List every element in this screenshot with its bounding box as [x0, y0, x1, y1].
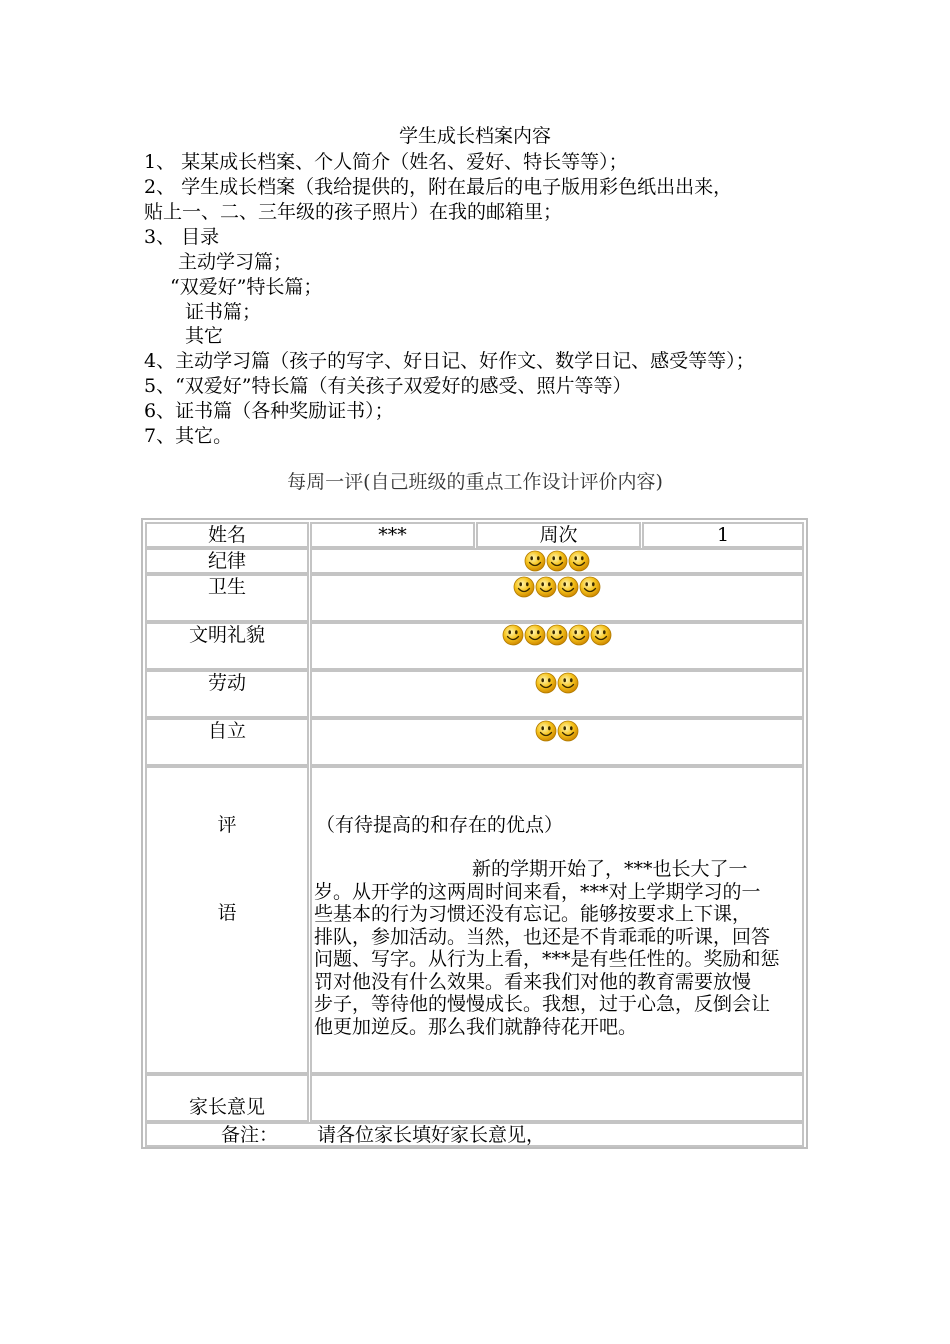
smiley-icon — [524, 624, 546, 646]
row-label-independence: 自立 — [207, 720, 246, 742]
smiley-icon — [535, 576, 557, 598]
row-label-cell — [145, 574, 309, 622]
comment-line: 问题、写字。从行为上看，***是有些任性的。奖励和惩 — [314, 948, 780, 970]
row-label-cell — [145, 622, 309, 670]
name-label-cell — [145, 522, 309, 548]
smiley-icon — [535, 720, 557, 742]
smiley-cell — [310, 670, 804, 718]
smiley-cell — [310, 718, 804, 766]
row-label-cell — [145, 718, 309, 766]
week-value: 1 — [716, 524, 730, 546]
parent-label-cell — [145, 1074, 309, 1122]
comment-line: 他更加逆反。那么我们就静待花开吧。 — [314, 1015, 638, 1038]
parent-opinion-field[interactable] — [310, 1074, 804, 1122]
list-item: 3、 目录 — [144, 226, 220, 248]
name-label: 姓名 — [207, 524, 246, 546]
smiley-icon — [557, 720, 579, 742]
smiley-icon — [557, 672, 579, 694]
smiley-icon — [524, 550, 546, 572]
comment-heading: （有待提高的和存在的优点） — [316, 814, 564, 836]
smiley-cell — [310, 574, 804, 622]
name-value-cell — [310, 522, 475, 548]
smiley-icon — [557, 576, 579, 598]
comment-line: 罚对他没有什么效果。看来我们对他的教育需要放慢 — [314, 970, 752, 993]
comment-label-cell — [145, 766, 309, 1074]
list-item: 6、证书篇（各种奖励证书）； — [144, 400, 394, 422]
list-item: 4、主动学习篇（孩子的写字、好日记、好作文、数学日记、感受等等）； — [144, 350, 755, 372]
weekly-caption: 每周一评(自己班级的重点工作设计评价内容) — [287, 471, 663, 493]
row-label-hygiene: 卫生 — [207, 576, 246, 598]
smiley-cell — [310, 548, 804, 574]
smiley-icon — [568, 550, 590, 572]
note-text: 请各位家长填好家长意见， — [317, 1124, 546, 1146]
comment-line: 些基本的行为习惯还没有忘记。能够按要求上下课， — [314, 903, 752, 925]
list-item: 5、“双爱好”特长篇（有关孩子双爱好的感受、照片等等） — [144, 375, 632, 397]
note-label: 备注： — [221, 1124, 279, 1146]
comment-line: 排队，参加活动。当然，也还是不肯乖乖的听课，回答 — [314, 925, 771, 948]
comment-label-2: 语 — [217, 902, 237, 924]
smiley-row-hygiene — [513, 576, 601, 598]
smiley-icon — [568, 624, 590, 646]
toc-item: 证书篇； — [185, 301, 262, 323]
list-item: 2、 学生成长档案（我给提供的，附在最后的电子版用彩色纸出出来， — [144, 176, 733, 198]
smiley-row-labor — [535, 672, 579, 694]
smiley-row-manners — [502, 624, 612, 646]
comment-line: 新的学期开始了，***也长大了一 — [472, 858, 748, 880]
row-label-cell — [145, 670, 309, 718]
row-label-manners: 文明礼貌 — [188, 624, 265, 646]
comment-cell — [310, 766, 804, 1074]
weekly-evaluation-table — [141, 518, 808, 1149]
smiley-icon — [579, 576, 601, 598]
row-label-cell — [145, 548, 309, 574]
comment-label-1: 评 — [217, 814, 237, 836]
smiley-icon — [513, 576, 535, 598]
row-label-labor: 劳动 — [207, 672, 246, 694]
comment-body — [314, 858, 814, 1038]
smiley-row-independence — [535, 720, 579, 742]
note-cell — [145, 1122, 804, 1147]
smiley-icon — [546, 550, 568, 572]
row-label-discipline: 纪律 — [207, 550, 246, 572]
week-label-cell — [476, 522, 641, 548]
week-label: 周次 — [539, 524, 578, 546]
toc-item: 主动学习篇； — [178, 251, 293, 273]
list-item: 7、其它。 — [144, 425, 233, 447]
comment-line: 步子，等待他的慢慢成长。我想，过于心急，反倒会让 — [314, 993, 771, 1015]
list-item: 贴上一、二、三年级的孩子照片）在我的邮箱里； — [144, 201, 563, 223]
smiley-icon — [502, 624, 524, 646]
week-value-cell — [642, 522, 804, 548]
smiley-icon — [546, 624, 568, 646]
smiley-row-discipline — [524, 550, 590, 572]
list-item: 1、 某某成长档案、个人简介（姓名、爱好、特长等等）； — [144, 151, 628, 173]
toc-item: 其它 — [185, 325, 224, 347]
document-title: 学生成长档案内容 — [398, 125, 551, 147]
toc-item: “双爱好”特长篇； — [170, 276, 323, 298]
smiley-icon — [535, 672, 557, 694]
smiley-cell — [310, 622, 804, 670]
parent-opinion-label: 家长意见 — [188, 1096, 265, 1118]
comment-line: 岁。从开学的这两周时间来看，***对上学期学习的一 — [314, 880, 761, 903]
name-value: *** — [378, 524, 407, 546]
smiley-icon — [590, 624, 612, 646]
